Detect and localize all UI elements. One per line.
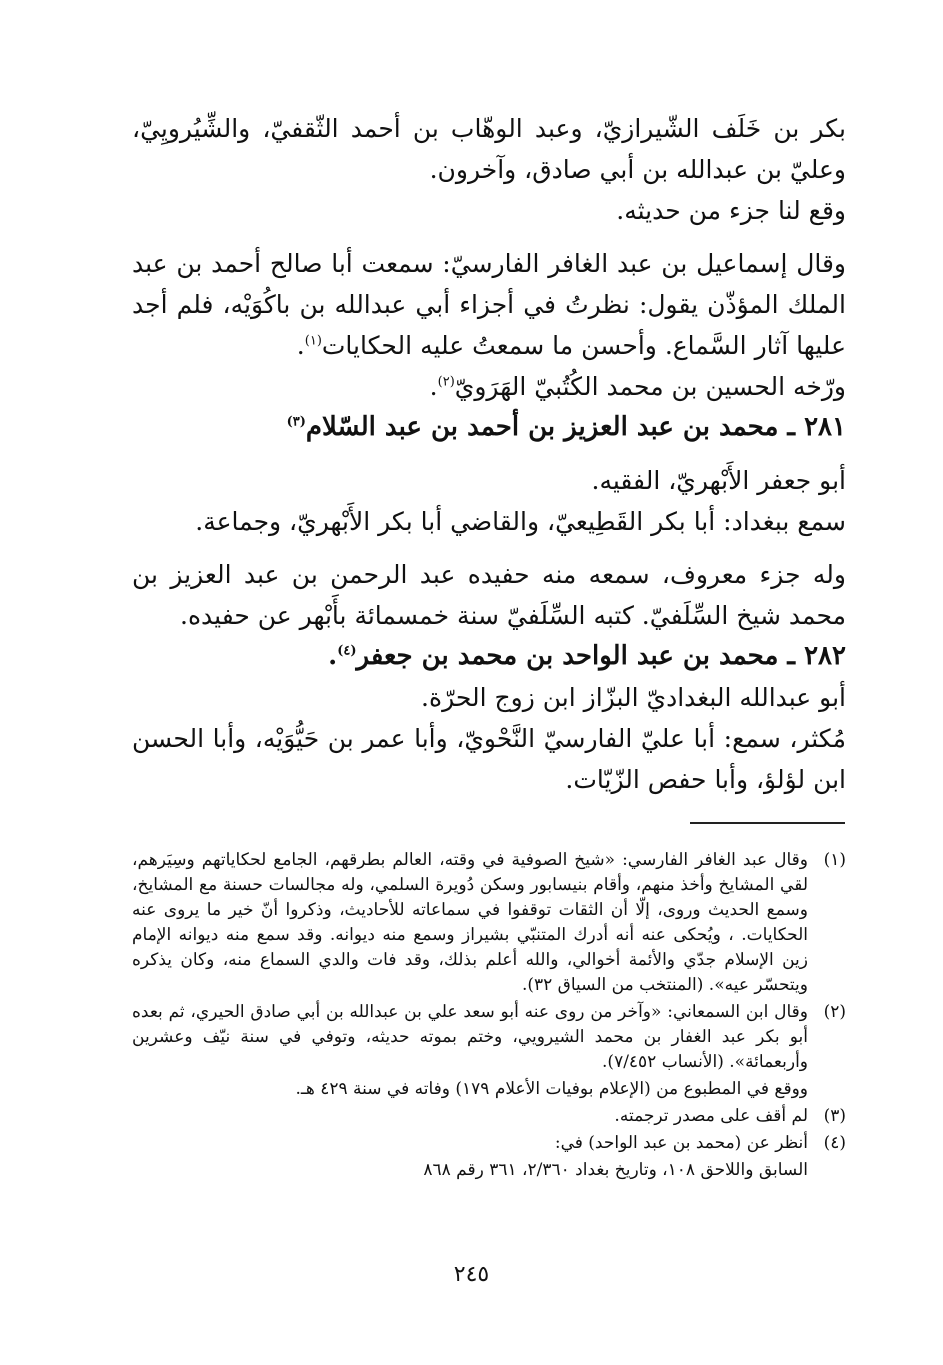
footnote-number: (١): [823, 850, 846, 870]
footnote-4-continuation: السابق واللاحق ١٠٨، وتاريخ بغداد ٢/٣٦٠، ٣٦١ رقم ٨٦٨: [423, 1160, 808, 1180]
paragraph-heard-baghdad: سمع ببغداد: أبا بكر القَطِيعيّ، والقاضي أبا بكر الأَبْهريّ، وجماعة.: [195, 507, 846, 536]
entry-heading-282: [132, 636, 846, 677]
heading-end-mark: .: [328, 641, 338, 671]
paragraph-heard-list: مُكثر، سمع: أبا عليّ الفارسيّ النَّحْويّ، وأبا عمر بن حَيُّوَيْه، وأبا الحسن ابن لؤلؤ، وأبا حفص الزّيّات.: [132, 724, 846, 794]
footnotes-section: [132, 848, 846, 1185]
paragraph-end-mark: .: [296, 331, 305, 360]
footnote-number: (٢): [823, 1002, 846, 1022]
footnote-text: وقال عبد الغافر الفارسي: «شيخ الصوفية في وقته، العالم بطرقهم، الجامع لحكاياتهم وسِيَرهم، لقي المشايخ وأخذ منهم، وأقام بنيسابور وسكن دُويرة السلمي، وله مجالسات حسنة مع المشايخ، وسمع الحديث وروى، إلّا أن الثقات توقفوا في سماعاته للأحاديث، وذكروا أنّ خير ما يروى عنه الحكايات. ، ويُحكى عنه أنه أدرك المتنبّي بشيراز وسمع منه ديوانه. وقد سمع منه ديوانه الإمام زين الإسلام جدّي والأئمة أخوالي، والله أعلم بذلك، وقد فات والدي السماع منه، وكان يذكره ويتحسّر عيه». (المنتخب من السياق ٣٢).: [132, 850, 808, 995]
footnote-number: (٤): [823, 1133, 846, 1153]
paragraph-quote-farisi: [132, 243, 846, 366]
footnote-text: وقال ابن السمعاني: «وآخر من روى عنه أبو سعد علي بن عبدالله بن أبي صادق الحيري، ثم بعده أبو بكر عبد الغفار بن محمد الشيرويي، وختم بموته حديثه، وتوفي في سنة نيّف وعشرين وأربعمائة». (الأنساب ٧/٤٥٢).: [132, 1002, 808, 1072]
paragraph-dating-text: ورّخه الحسين بن محمد الكُتُبيّ الهَرَويّ: [454, 372, 846, 401]
footnote-2-continuation: ووقع في المطبوع من (الإعلام بوفيات الأعلام ١٧٩) وفاته في سنة ٤٢٩ هـ.: [295, 1079, 808, 1099]
footnote-separator: [690, 822, 845, 824]
footnote-ref-1[interactable]: (١): [304, 333, 322, 349]
paragraph-dating: [132, 366, 846, 407]
paragraph-juz: وله جزء معروف، سمعه منه حفيده عبد الرحمن بن عبد العزيز بن محمد شيخ السِّلَفيّ. كتبه السِّلَفيّ سنة خمسمائة بأَبْهر عن حفيده.: [132, 560, 846, 630]
footnote-ref-3[interactable]: (٣): [286, 414, 306, 430]
entry-heading-282-text: ٢٨٢ ـ محمد بن عبد الواحد بن محمد بن جعفر: [356, 641, 846, 671]
footnote-number: (٣): [823, 1106, 846, 1126]
footnote-ref-4[interactable]: (٤): [337, 643, 357, 659]
entry-heading-281: [132, 407, 846, 448]
paragraph-kunya: أبو جعفر الأَبْهريّ، الفقيه.: [591, 466, 846, 495]
paragraph-remark: وقع لنا جزء من حديثه.: [616, 196, 846, 225]
footnote-text: أنظر عن (محمد بن عبد الواحد) في:: [554, 1133, 808, 1153]
paragraph-end-mark: .: [429, 372, 438, 401]
footnote-text: لم أقف على مصدر ترجمته.: [614, 1106, 808, 1126]
paragraph-continuation: بكر بن خَلَف الشّيرازيّ، وعبد الوهّاب بن أحمد الثّقفيّ، والشِّيُرويِيّ، وعليّ بن عبدالله بن أبي صادق، وآخرون.: [132, 114, 846, 184]
footnote-3: [132, 1104, 846, 1129]
main-text: [132, 108, 846, 800]
footnote-ref-2[interactable]: (٢): [437, 374, 455, 390]
paragraph-quote-farisi-text: وقال إسماعيل بن عبد الغافر الفارسيّ: سمعت أبا صالح أحمد بن عبد الملك المؤذّن يقول: نظرتُ في أجزاء أبي عبدالله بن باكُوَيْه، فلم أجد عليها آثار السَّماع. وأحسن ما سمعتُ عليه الحكايات: [132, 249, 846, 360]
entry-heading-281-text: ٢٨١ ـ محمد بن عبد العزيز بن أحمد بن عبد السّلام: [305, 412, 846, 442]
footnote-1: [132, 848, 846, 998]
page-number: ٢٤٥: [453, 1262, 490, 1287]
footnote-4: [132, 1131, 846, 1156]
footnote-2: [132, 1000, 846, 1075]
paragraph-kunya-baghdadi: أبو عبدالله البغداديّ البزّاز ابن زوج الحرّة.: [421, 683, 846, 712]
